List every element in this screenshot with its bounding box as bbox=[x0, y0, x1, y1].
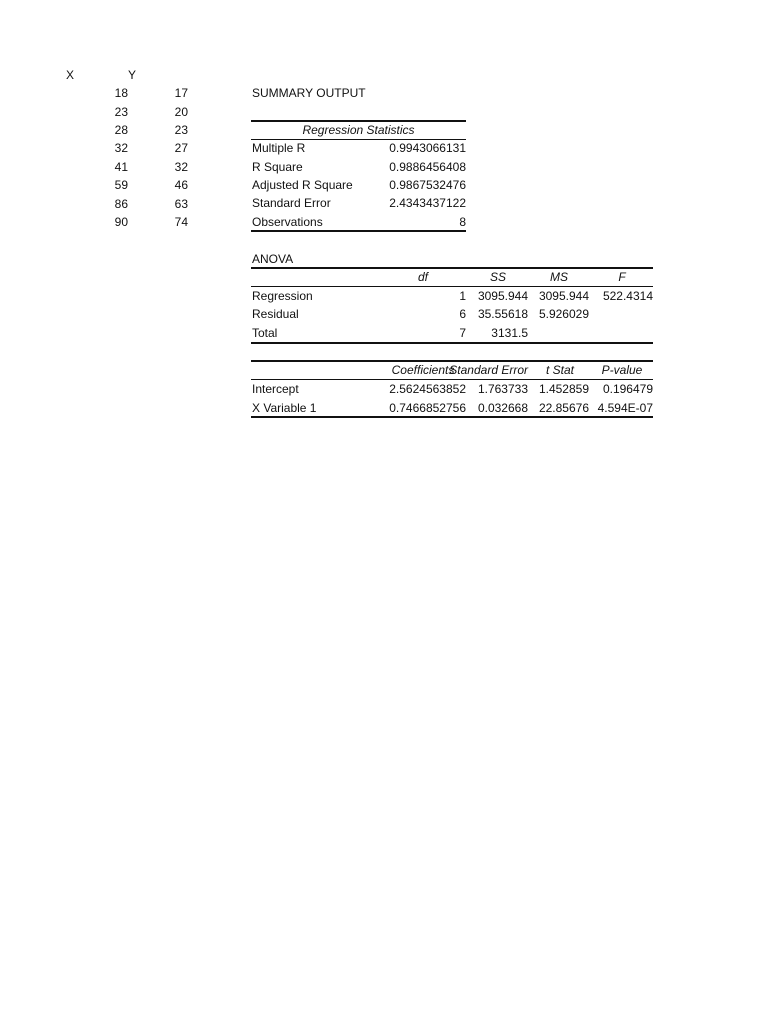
coef-se: 0.032668 bbox=[477, 401, 528, 415]
stat-value: 0.9867532476 bbox=[389, 178, 466, 192]
y-value: 27 bbox=[174, 141, 188, 155]
anova-f: 522.4314 bbox=[602, 289, 653, 303]
coef-p-value: 4.594E-07 bbox=[597, 401, 653, 415]
header-divider bbox=[251, 379, 653, 380]
regression-statistics-header: Regression Statistics bbox=[302, 123, 415, 137]
coef-header-p-value: P-value bbox=[601, 363, 643, 377]
x-value: 18 bbox=[114, 86, 128, 100]
coef-t-stat: 1.452859 bbox=[538, 382, 589, 396]
x-value: 32 bbox=[114, 141, 128, 155]
coef-value: 2.5624563852 bbox=[389, 382, 466, 396]
table-bottom-border bbox=[251, 230, 466, 232]
y-value: 46 bbox=[174, 178, 188, 192]
x-value: 86 bbox=[114, 197, 128, 211]
y-value: 23 bbox=[174, 123, 188, 137]
stat-value: 8 bbox=[459, 215, 466, 229]
stat-value: 0.9886456408 bbox=[389, 160, 466, 174]
coef-header-standard-error: Standard Error bbox=[449, 363, 528, 377]
table-bottom-border bbox=[251, 342, 653, 344]
table-top-border bbox=[251, 120, 466, 122]
anova-header-df: df bbox=[417, 270, 428, 284]
coef-row-label: X Variable 1 bbox=[252, 401, 317, 415]
x-value: 90 bbox=[114, 215, 128, 229]
table-bottom-border bbox=[251, 416, 653, 418]
coef-p-value: 0.196479 bbox=[602, 382, 653, 396]
y-column-header: Y bbox=[127, 68, 136, 82]
anova-ss: 3131.5 bbox=[491, 326, 528, 340]
summary-output-title: SUMMARY OUTPUT bbox=[252, 86, 366, 100]
coef-t-stat: 22.85676 bbox=[538, 401, 589, 415]
stat-label: Observations bbox=[252, 215, 323, 229]
anova-df: 6 bbox=[459, 307, 466, 321]
stat-label: Multiple R bbox=[252, 141, 306, 155]
coef-value: 0.7466852756 bbox=[389, 401, 466, 415]
anova-title: ANOVA bbox=[252, 252, 294, 266]
anova-df: 7 bbox=[459, 326, 466, 340]
y-value: 20 bbox=[174, 105, 188, 119]
x-column-header: X bbox=[65, 68, 74, 82]
x-value: 41 bbox=[114, 160, 128, 174]
stat-label: Adjusted R Square bbox=[252, 178, 353, 192]
anova-row-label: Residual bbox=[252, 307, 299, 321]
y-value: 74 bbox=[174, 215, 188, 229]
x-value: 59 bbox=[114, 178, 128, 192]
anova-header-ms: MS bbox=[550, 270, 568, 284]
table-top-border bbox=[251, 267, 653, 269]
anova-ss: 3095.944 bbox=[477, 289, 528, 303]
header-divider bbox=[251, 286, 653, 287]
coef-header-coefficients: Coefficients bbox=[391, 363, 455, 377]
anova-df: 1 bbox=[459, 289, 466, 303]
anova-header-f: F bbox=[618, 270, 626, 284]
anova-ms: 3095.944 bbox=[538, 289, 589, 303]
y-value: 63 bbox=[174, 197, 188, 211]
coef-header-t-stat: t Stat bbox=[545, 363, 574, 377]
anova-ss: 35.55618 bbox=[477, 307, 528, 321]
anova-ms: 5.926029 bbox=[538, 307, 589, 321]
anova-header-ss: SS bbox=[489, 270, 506, 284]
y-value: 32 bbox=[174, 160, 188, 174]
stat-label: Standard Error bbox=[252, 196, 331, 210]
coef-row-label: Intercept bbox=[252, 382, 299, 396]
stat-value: 2.4343437122 bbox=[389, 196, 466, 210]
coef-se: 1.763733 bbox=[477, 382, 528, 396]
table-top-border bbox=[251, 360, 653, 362]
x-value: 28 bbox=[114, 123, 128, 137]
y-value: 17 bbox=[174, 86, 188, 100]
header-divider bbox=[251, 139, 466, 140]
x-value: 23 bbox=[114, 105, 128, 119]
stat-label: R Square bbox=[252, 160, 303, 174]
stat-value: 0.9943066131 bbox=[389, 141, 466, 155]
anova-row-label: Total bbox=[252, 326, 278, 340]
anova-row-label: Regression bbox=[252, 289, 313, 303]
